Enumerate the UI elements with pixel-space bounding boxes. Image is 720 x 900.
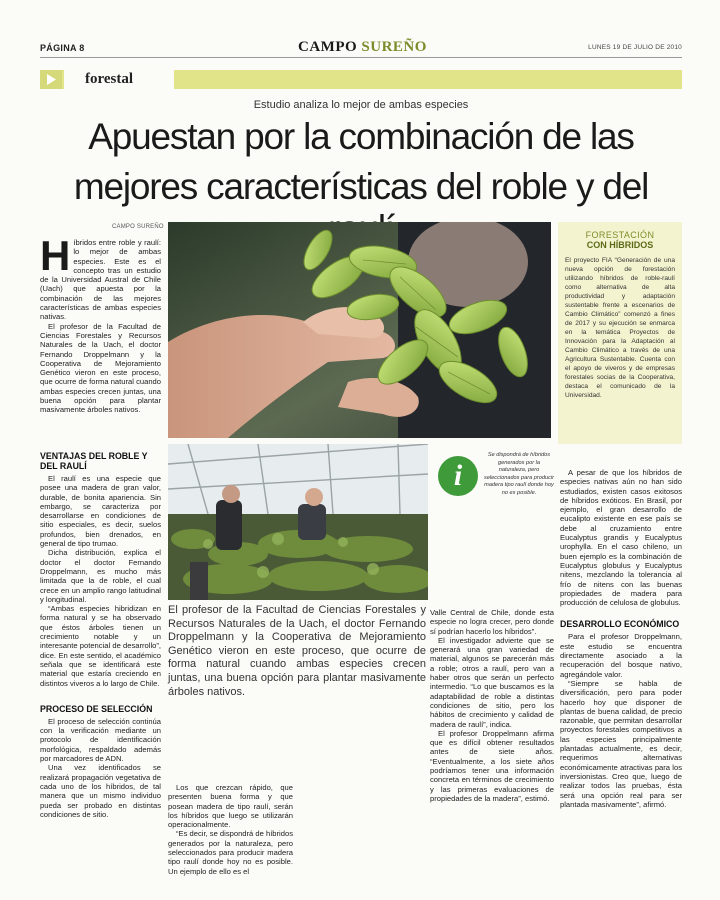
article-kicker: Estudio analiza lo mejor de ambas especies bbox=[253, 99, 469, 111]
paragraph: El profesor de la Facultad de Ciencias Forestales y Recursos Naturales de la Uach, el doctor Fernando Droppelmann y la Cooperativa de Mejoramiento Genético vieron en este proceso, que ocurre de forma natural cuando ambas especies crecen juntas, una buena opción para plantar masivamente árboles nativos. bbox=[40, 321, 161, 415]
brand-accent: SUREÑO bbox=[361, 39, 427, 55]
column-4 bbox=[560, 468, 682, 809]
leaf-photo-illustration bbox=[168, 222, 551, 438]
column-3 bbox=[430, 608, 554, 803]
paragraph: “Es decir, se dispondrá de híbridos generados por la naturaleza, pero seleccionados para producir madera tipo raulí donde hoy no es posible. Un ejemplo de ello es el bbox=[168, 829, 293, 876]
article-title-line1: Apuestan por la combinación de las bbox=[88, 116, 634, 157]
section-bar bbox=[40, 70, 682, 89]
section-label: forestal bbox=[85, 71, 134, 87]
paragraph: Los que crezcan rápido, que presenten buena forma y que posean madera de tipo raulí, serán los híbridos que luego se utilizarán operacionalmente. bbox=[168, 783, 293, 830]
info-text: Se dispondrá de híbridos generados por la naturaleza, pero seleccionados para producir madera tipo raulí donde hoy no es posible. bbox=[484, 452, 554, 496]
info-icon: i bbox=[438, 456, 478, 496]
page-header bbox=[40, 38, 682, 58]
paragraph: “Ambas especies hibridizan en forma natural y se ha observado que éstos árboles tienen un crecimiento notable y un interesante potencial de desarrollo”, dice. En este sentido, el académico señala que se identificará este material que estaría creciendo en distintos viveros a lo largo de Chile. bbox=[40, 604, 161, 688]
column-2 bbox=[168, 783, 293, 876]
brand-logo bbox=[298, 39, 427, 56]
byline: CAMPO SUREÑO bbox=[112, 224, 164, 230]
paragraph: A pesar de que los híbridos de especies nativas aún no han sido estudiados, existen casos exitosos de híbridos exóticos. En Brasil, por ejemplo, el gran desarrollo de eucalipto existente en ese país se debe al cruzamiento entre Eucalyptus grandis y Eucalyptus urophylla. En el caso chileno, un buen ejemplo es la combinación de Eucalyptus globulus y Eucalyptus nitens, mezclando la tolerancia al frío de nitens con las buenas propiedades de madera para producción de celulosa de globulus. bbox=[560, 468, 682, 608]
photo-hand-leaves bbox=[168, 222, 551, 438]
sidebar-title1: FORESTACIÓN bbox=[585, 230, 655, 240]
paragraph: El investigador advierte que se generará una gran variedad de material, algunos se parecerán más a roble; otros a raulí, pero van a haber otros que serán un perfecto intermedio. “Lo que buscamos es la adaptabilidad de roble a distintas condiciones de sitio, pero los hábitos de crecimiento y calidad de madera de raulí”, indica. bbox=[430, 635, 554, 729]
sidebar-title2: CON HÍBRIDOS bbox=[586, 240, 654, 250]
sidebar-box bbox=[558, 222, 682, 444]
intro-block bbox=[40, 232, 161, 415]
brand-main: CAMPO bbox=[298, 39, 358, 55]
subheading-seleccion: PROCESO DE SELECCIÓN bbox=[40, 703, 153, 714]
article-title-line2: mejores características del roble y del bbox=[73, 166, 649, 207]
paragraph: El raulí es una especie que posee una madera de gran valor, durable, de bonita apariencia. Sin embargo, se caracteriza por desarrollarse en condiciones de sitio especiales, es decir, suelos profundos, bien drenados, en general de tipo trumao. bbox=[40, 474, 161, 549]
paragraph: El profesor Droppelmann afirma que es difícil obtener resultados antes de siete años. “Eventualmente, a los siete años podríamos tener una información concreta en términos de crecimiento y las primeras evaluaciones de propiedades de la madera”, estimó. bbox=[430, 728, 554, 803]
page-number: PÁGINA 8 bbox=[40, 43, 85, 53]
info-box bbox=[438, 452, 554, 514]
sidebar-body: El proyecto FIA “Generación de una nueva opción de forestación utilizando híbridos de roble-raulí como alternativa de alta productividad y adaptación sustentable frente a escenarios de Cambio Climático” comenzó a fines de 2017 y su ejecución se enmarca en la temática Proyectos de Innovación para la Adaptación al Cambio Climático a través de una Agricultura Sustentable. Cuenta con el apoyo de viveros y de empresas forestales socias de la Cooperativa, destaca el comunicado de la Universidad. bbox=[565, 257, 675, 399]
paragraph: El proceso de selección continúa con la verificación mediante un protocolo de identificación morfológica, respaldado además por marcadores de ADN. bbox=[40, 716, 161, 764]
drop-cap: H bbox=[40, 232, 71, 279]
subheading-desarrollo: DESARROLLO ECONÓMICO bbox=[560, 619, 680, 630]
paragraph: “Siempre se habla de diversificación, pero para poder hacerlo hoy que disponer de plantas de buena calidad, de precio razonable, que permitan desarrollar proyectos forestales competitivos a las especies principalmente plantadas actualmente, es decir, requerimos alternativas económicamente atractivas para los inversionistas. Creo que, luego de realizar todos las pruebas, ésta será una opción real para ser plantada masivamente”, afirmó. bbox=[560, 678, 682, 809]
intro-text: Híbridos entre roble y raulí: lo mejor de ambas especies. Este es el concepto tras un estudio de la Universidad Austral de Chile (Uach) que apuesta por la combinación de las mejores características de ambas especies nativas. bbox=[40, 232, 161, 322]
paragraph: Valle Central de Chile, donde esta especie no logra crecer, pero donde sí podrían hacerlo los híbridos”. bbox=[430, 608, 554, 636]
greenhouse-photo-illustration bbox=[168, 444, 428, 600]
play-icon bbox=[40, 70, 62, 89]
photo-caption: El profesor de la Facultad de Ciencias Forestales y Recursos Naturales de la Uach, el doctor Fernando Droppelmann y la Cooperativa de Mejoramiento Genético vieron en este proceso, que ocurre de forma natural cuando ambas especies crecen juntas, una buena opción para plantar masivamente árboles nativos. bbox=[168, 604, 426, 698]
column-1 bbox=[40, 451, 161, 819]
photo-greenhouse bbox=[168, 444, 428, 600]
paragraph: Dicha distribución, explica el doctor el doctor Fernando Droppelmann, es mucho más limitada que la de roble, el cual crece en un amplio rango latitudinal y longitudinal. bbox=[40, 548, 161, 604]
subheading-ventajas: VENTAJAS DEL ROBLE Y DEL RAULÍ bbox=[40, 451, 148, 471]
paragraph: Para el profesor Droppelmann, este estudio se encuentra directamente asociado a la recuperación del bosque nativo, agregándole valor. bbox=[560, 632, 682, 679]
issue-date: LUNES 19 DE JULIO DE 2010 bbox=[588, 44, 682, 51]
paragraph: Una vez identificados se realizará propagación vegetativa de cada uno de los híbridos, de tal manera que un mismo individuo pueda ser probado en distintas condiciones de sitio. bbox=[40, 763, 161, 819]
triangle-icon bbox=[40, 70, 62, 89]
